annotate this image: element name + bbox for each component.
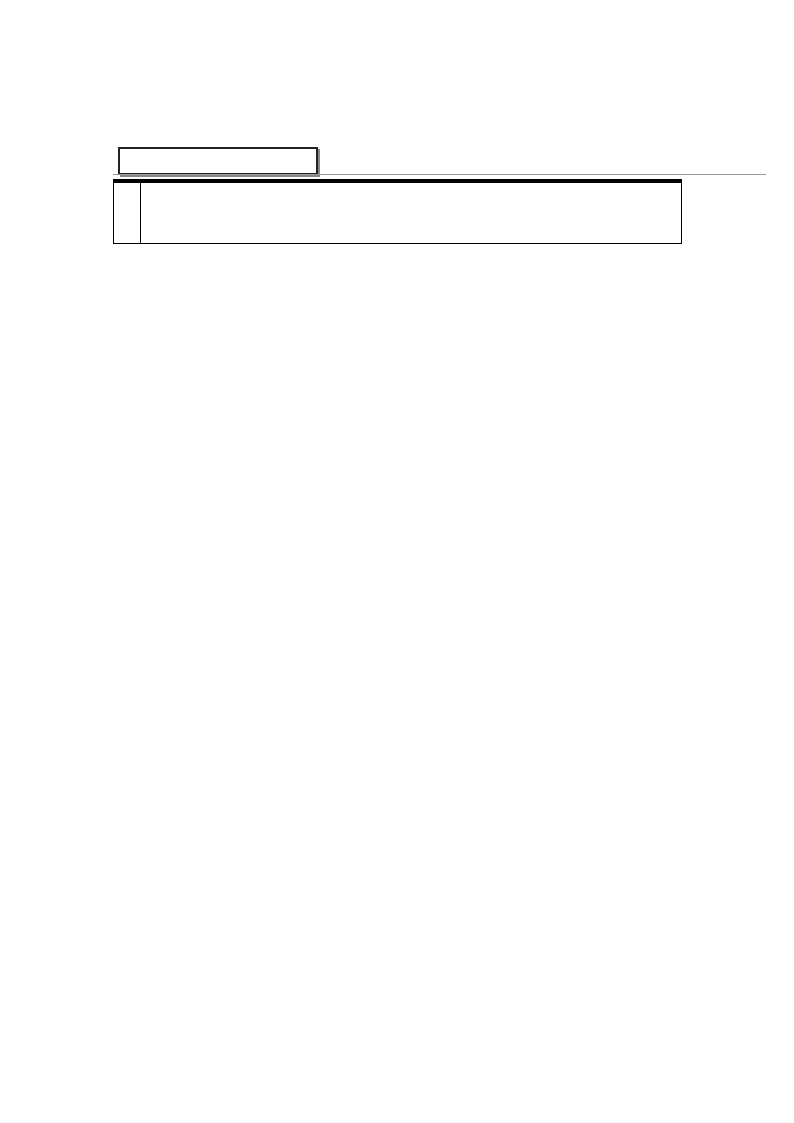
banner-title <box>118 147 318 175</box>
sentence-2 <box>141 223 681 243</box>
sentence-pattern-list <box>141 183 682 244</box>
section-label-sentence-patterns <box>114 183 141 244</box>
section-banner <box>113 146 766 176</box>
knowledge-table <box>113 179 682 244</box>
banner-divider <box>113 174 766 175</box>
sentence-1-translation <box>141 203 681 223</box>
sentence-1 <box>141 183 681 203</box>
